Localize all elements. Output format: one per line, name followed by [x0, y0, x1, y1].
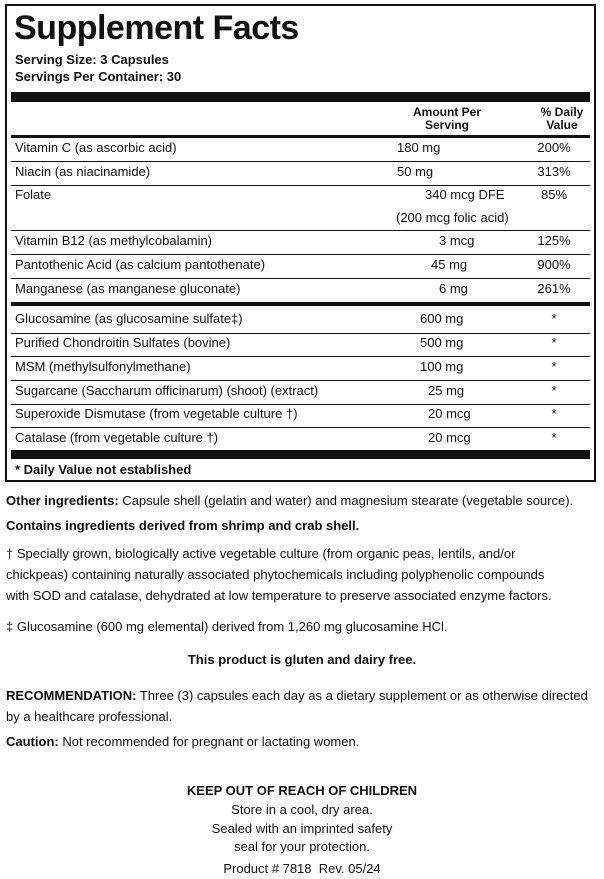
row-divider — [11, 427, 590, 428]
nutrient-amount: 50 mg — [397, 164, 434, 179]
nutrient-dv: 125% — [537, 233, 571, 248]
recommendation-label: RECOMMENDATION: — [6, 688, 137, 703]
ingredient-name: MSM (methylsulfonylmethane) — [15, 359, 191, 374]
serving-size: Serving Size: 3 Capsules — [15, 52, 169, 67]
ingredient-name: Superoxide Dismutase (from vegetable culture †) — [15, 406, 298, 421]
nutrient-name: Vitamin C (as ascorbic acid) — [15, 140, 177, 155]
thick-divider-top — [11, 92, 590, 102]
nutrient-amount: 180 mg — [397, 140, 441, 155]
ingredient-dv: * — [551, 359, 557, 374]
ingredient-amount: 20 mcg — [428, 406, 471, 421]
recommendation: RECOMMENDATION: Three (3) capsules each day as a dietary supplement or as otherwise directed by a healthcare professional. — [6, 688, 588, 724]
nutrient-dv: 900% — [537, 257, 571, 272]
col-header-amount: Amount Per Serving — [412, 105, 481, 132]
nutrient-amount-secondary: (200 mcg folic acid) — [396, 210, 509, 225]
supplement-facts-panel — [5, 4, 596, 482]
divider-section — [11, 302, 590, 306]
shellfish-notice: Contains ingredients derived from shrimp and crab shell. — [6, 518, 360, 533]
nutrient-amount: 340 mcg DFE — [425, 187, 505, 202]
thick-divider-bottom — [11, 450, 590, 459]
nutrient-dv: 85% — [540, 187, 568, 202]
storage-line-3: seal for your protection. — [234, 839, 370, 854]
nutrient-dv: 313% — [537, 164, 571, 179]
nutrient-dv: 261% — [537, 281, 571, 296]
ingredient-name: Catalase (from vegetable culture †) — [15, 430, 219, 445]
servings-per-container: Servings Per Container: 30 — [15, 69, 182, 84]
row-divider — [11, 278, 590, 279]
other-ingredients — [6, 490, 600, 511]
other-ingredients-text: Capsule shell (gelatin and water) and magnesium stearate (vegetable source). — [118, 493, 574, 508]
ingredient-amount: 20 mcg — [428, 430, 471, 445]
storage-line-1: Store in a cool, dry area. — [231, 802, 373, 817]
col-header-daily-value: % Daily Value — [540, 105, 584, 132]
nutrient-name: Folate — [15, 187, 52, 202]
divider-header — [11, 135, 590, 138]
row-divider — [11, 333, 590, 334]
daily-value-footnote: * Daily Value not established — [15, 462, 192, 477]
ingredient-dv: * — [551, 311, 557, 326]
row-divider — [11, 254, 590, 255]
ingredient-dv: * — [551, 430, 557, 445]
row-divider — [11, 356, 590, 357]
gluten-dairy-free: This product is gluten and dairy free. — [187, 652, 417, 667]
nutrient-dv: 200% — [537, 140, 571, 155]
nutrient-name: Pantothenic Acid (as calcium pantothenate) — [15, 257, 266, 272]
ingredient-amount: 100 mg — [420, 359, 464, 374]
caution: Caution: Not recommended for pregnant or lactating women. — [6, 734, 360, 749]
ingredient-dv: * — [551, 406, 557, 421]
row-divider — [11, 161, 590, 162]
ingredient-dv: * — [551, 383, 557, 398]
ingredient-name: Purified Chondroitin Sulfates (bovine) — [15, 335, 231, 350]
row-divider — [11, 404, 590, 405]
ingredient-amount: 600 mg — [420, 311, 464, 326]
row-divider — [11, 380, 590, 381]
ingredient-name: Glucosamine (as glucosamine sulfate‡) — [15, 311, 243, 326]
nutrient-name: Vitamin B12 (as methylcobalamin) — [15, 233, 213, 248]
nutrient-amount: 3 mcg — [439, 233, 475, 248]
nutrient-name: Manganese (as manganese gluconate) — [15, 281, 241, 296]
ingredient-dv: * — [551, 335, 557, 350]
ingredient-name: Sugarcane (Saccharum officinarum) (shoot) (extract) — [15, 383, 319, 398]
ingredient-amount: 500 mg — [420, 335, 464, 350]
ingredient-amount: 25 mg — [428, 383, 465, 398]
caution-label: Caution: — [6, 734, 59, 749]
storage-line-2: Sealed with an imprinted safety — [211, 821, 393, 836]
dagger-note: † Specially grown, biologically active vegetable culture (from organic peas, lentils, and/or chickpeas) containing naturally associated phytochemicals including polyphenolic compounds with SOD and catalase, dehydrated at low temperature to preserve associated enzyme factors. — [6, 546, 552, 603]
row-divider — [11, 230, 590, 231]
nutrient-amount: 6 mg — [439, 281, 468, 296]
other-ingredients-label: Other ingredients: — [6, 493, 119, 508]
nutrient-amount: 45 mg — [431, 257, 468, 272]
nutrient-name: Niacin (as niacinamide) — [15, 164, 151, 179]
product-number: Product # 7818 Rev. 05/24 — [223, 861, 381, 876]
row-divider — [11, 185, 590, 186]
panel-title: Supplement Facts — [14, 9, 299, 47]
double-dagger-note: ‡ Glucosamine (600 mg elemental) derived from 1,260 mg glucosamine HCl. — [6, 619, 448, 634]
keep-out-warning: KEEP OUT OF REACH OF CHILDREN — [186, 783, 418, 798]
